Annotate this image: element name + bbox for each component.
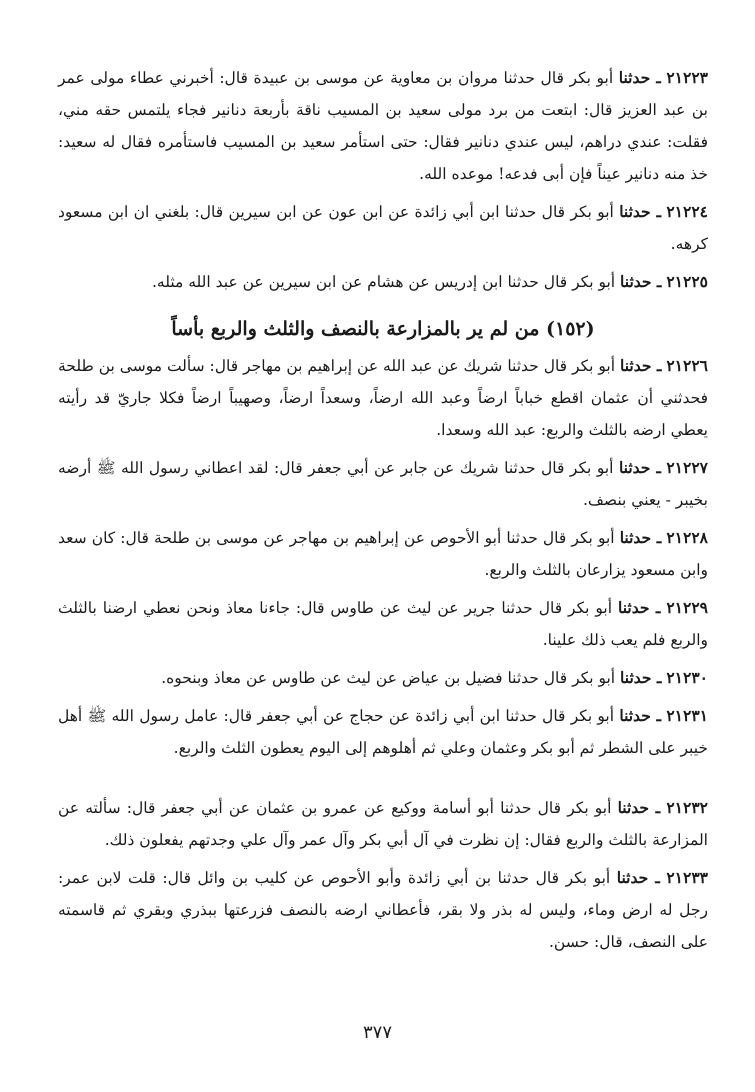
section-gap: [58, 770, 708, 792]
hadith-lead: ـ حدثنا: [619, 528, 662, 547]
chapter-heading: (١٥٢) من لم ير بالمزارعة بالنصف والثلث والربع بأساً: [171, 318, 595, 340]
hadith-text: أبو بكر قال حدثنا ابن أبي زائدة عن ابن عون عن ابن سيرين قال: بلغني ان ابن مسعود كرهه.: [58, 203, 708, 253]
hadith-21229: [58, 592, 708, 656]
hadith-21233: [58, 862, 708, 958]
hadith-21230: [58, 662, 708, 694]
hadith-21231: [58, 700, 708, 764]
hadith-number: ٢١٢٣٠: [666, 668, 708, 687]
hadith-text: أبو بكر قال حدثنا فضيل بن عياض عن ليث عن طاوس عن معاذ وبنحوه.: [161, 669, 616, 687]
hadith-lead: ـ حدثنا: [619, 202, 661, 221]
hadith-text: أبو بكر قال حدثنا بن أبي زائدة وأبو الأحوص عن كليب بن وائل قال: قلت لابن عمر: رجل له ارض وماء، وليس له بذر ولا بقر، فأعطاني ارضه بالنصف فزرعتها ببذري وبقري ثم قاسمته على النصف، قال: حسن.: [58, 869, 708, 951]
hadith-number: ٢١٢٣١: [666, 706, 708, 725]
hadith-text: أبو بكر قال حدثنا مروان بن معاوية عن موسى بن عبيدة قال: أخبرني عطاء مولى عمر بن عبد العزيز قال: ابتعت من برد مولى سعيد بن المسيب ناقة بأربعة دنانير فجاء يلتمس حقه مني، فقلت: عندي دراهم، ليس عندي دنانير فقال: حتى استأمر سعيد بن المسيب فاستأمره فقال له سعيد: خذ منه دنانير عيناً فإن أبى فدعه! موعده الله.: [58, 69, 708, 183]
hadith-text: أبو بكر قال حدثنا ابن إدريس عن هشام عن ابن سيرين عن عبد الله مثله.: [151, 273, 616, 291]
hadith-number: ٢١٢٣٣: [666, 868, 708, 887]
hadith-number: ٢١٢٢٥: [666, 272, 708, 291]
page-number: ٣٧٧: [362, 1022, 392, 1043]
hadith-text: أبو بكر قال حدثنا جرير عن ليث عن طاوس قال: جاءنا معاذ ونحن نعطي ارضنا بالثلث والربع فلم يعب ذلك علينا.: [58, 599, 708, 649]
hadith-text: أبو بكر قال حدثنا شريك عن عبد الله عن إبراهيم بن مهاجر قال: سألت موسى بن طلحة فحدثني أن عثمان اقطع خباباً ارضاً وعبد الله ارضاً، وسعداً ارضاً، وصهيباً ارضاً فكلا جاريّ قد رأيته يعطي ارضه بالثلث والربع: عبد الله وسعدا.: [58, 357, 708, 439]
hadith-text: أبو بكر قال حدثنا ابن أبي زائدة عن حجاج عن أبي جعفر قال: عامل رسول الله ﷺ أهل خيبر على الشطر ثم أبو بكر وعثمان وعلي ثم أهلوهم إلى اليوم يعطون الثلث والربع.: [58, 707, 708, 757]
hadith-21227: [58, 452, 708, 516]
hadith-lead: ـ حدثنا: [620, 272, 662, 291]
hadith-lead: ـ حدثنا: [616, 868, 660, 887]
page-body: [58, 62, 708, 964]
hadith-text: أبو بكر قال حدثنا أبو أسامة ووكيع عن عمرو بن عثمان عن أبي جعفر قال: سألته عن المزارعة بالثلث والربع فقال: إن نظرت في آل أبي بكر وآل عمر وآل علي وجدتهم يفعلون ذلك.: [58, 799, 708, 849]
hadith-text: أبو بكر قال حدثنا أبو الأحوص عن إبراهيم بن مهاجر عن موسى بن طلحة قال: كان سعد وابن مسعود يزارعان بالثلث والربع.: [58, 529, 708, 579]
hadith-lead: ـ حدثنا: [618, 458, 661, 477]
hadith-21228: [58, 522, 708, 586]
hadith-21226: [58, 350, 708, 446]
hadith-number: ٢١٢٢٩: [666, 598, 708, 617]
hadith-number: ٢١٢٢٦: [666, 356, 708, 375]
hadith-number: ٢١٢٢٤: [666, 202, 708, 221]
hadith-lead: ـ حدثنا: [620, 668, 662, 687]
hadith-lead: ـ حدثنا: [620, 356, 662, 375]
hadith-text: أبو بكر قال حدثنا شريك عن جابر عن أبي جعفر قال: لقد اعطاني رسول الله ﷺ أرضه بخيبر - يعني بنصف.: [58, 459, 708, 509]
hadith-number: ٢١٢٢٧: [666, 458, 708, 477]
hadith-21224: [58, 196, 708, 260]
hadith-number: ٢١٢٢٣: [666, 68, 708, 87]
hadith-lead: ـ حدثنا: [619, 706, 662, 725]
hadith-21223: [58, 62, 708, 190]
hadith-number: ٢١٢٢٨: [666, 528, 708, 547]
hadith-lead: ـ حدثنا: [618, 598, 661, 617]
hadith-lead: ـ حدثنا: [618, 68, 661, 87]
hadith-21232: [58, 792, 708, 856]
hadith-number: ٢١٢٣٢: [666, 798, 708, 817]
hadith-21225: [58, 266, 708, 298]
hadith-lead: ـ حدثنا: [617, 798, 661, 817]
